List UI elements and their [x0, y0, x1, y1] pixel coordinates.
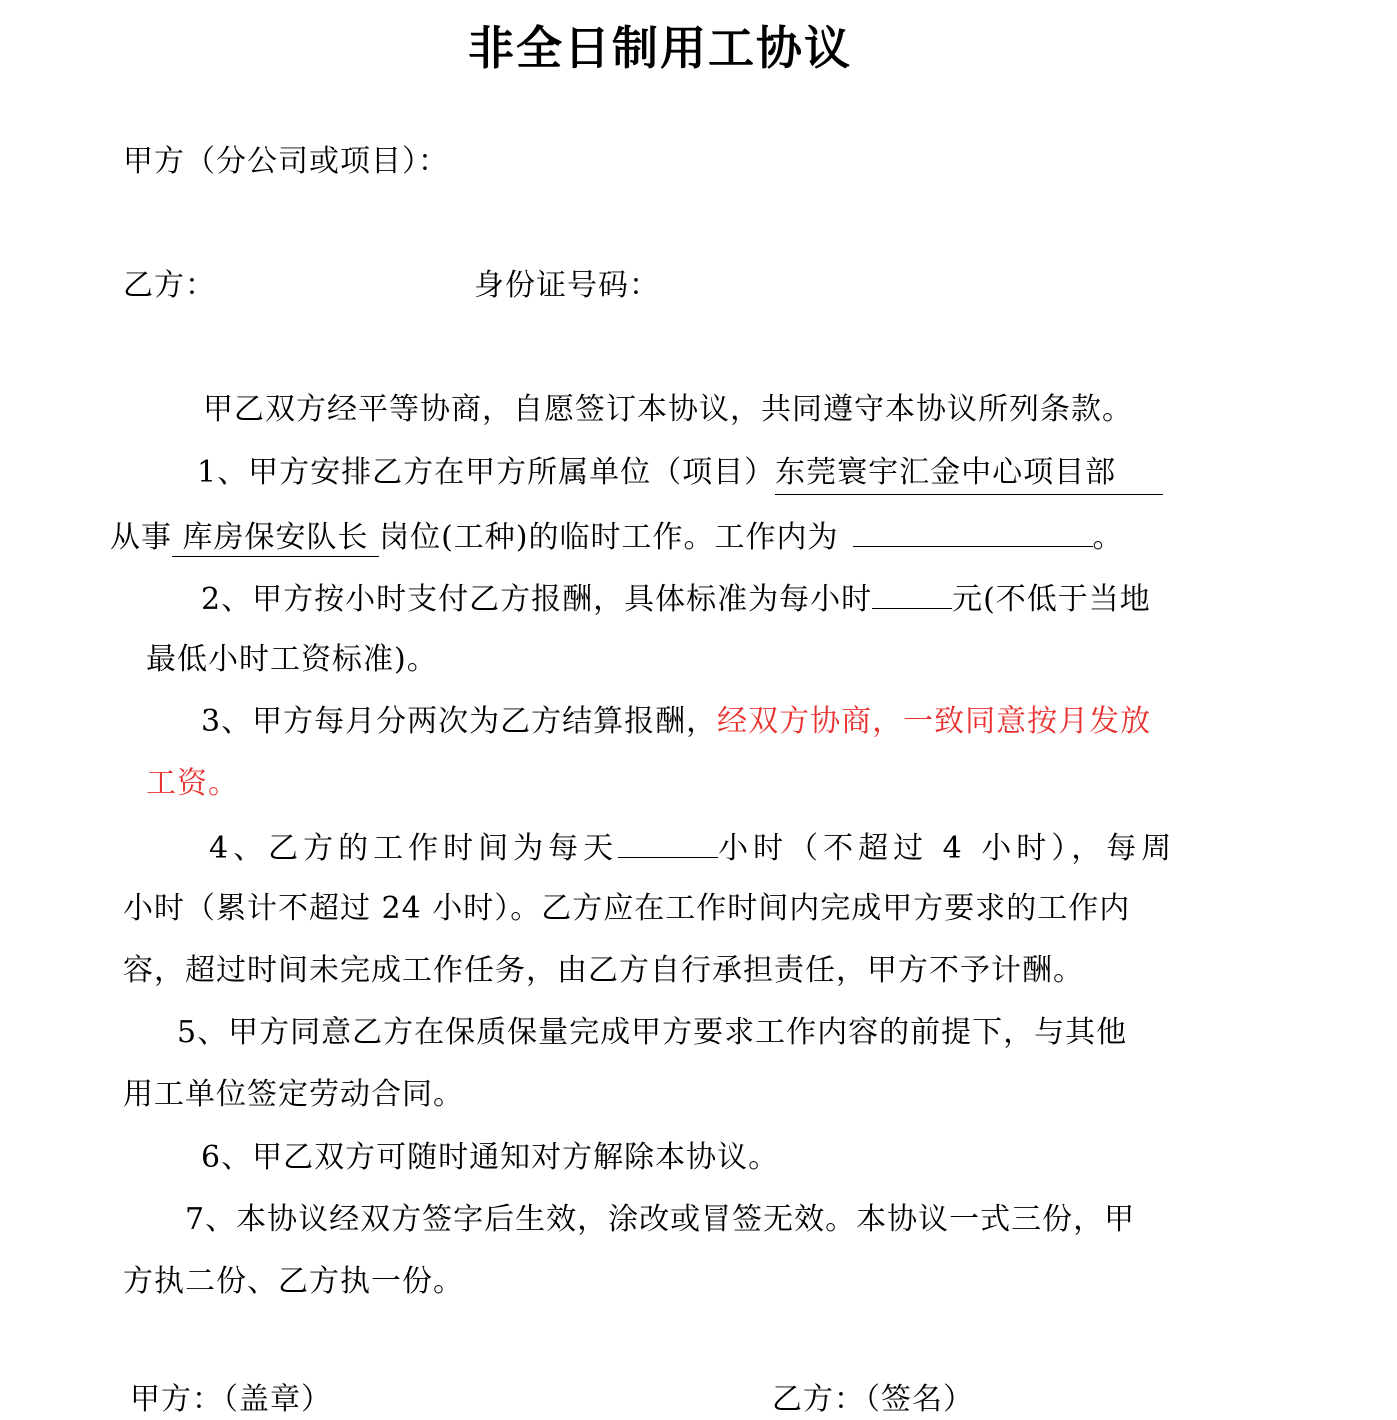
- clause-4-prefix: 4、乙方的工作时间为每天: [209, 831, 619, 866]
- clause-7-line-1: 7、本协议经双方签字后生效，涂改或冒签无效。本协议一式三份，甲: [185, 1202, 1136, 1237]
- party-a-signature: 甲方：（盖章）: [130, 1382, 332, 1417]
- daily-hours-blank: [618, 827, 718, 858]
- clause-3-line-2: 工资。: [146, 766, 239, 801]
- clause-2-prefix: 2、甲方按小时支付乙方报酬，具体标准为每小时: [201, 582, 873, 617]
- clause-4-suffix: 小时（不超过 4 小时），每周: [718, 831, 1177, 866]
- clause-1-prefix: 1、甲方安排乙方在甲方所属单位（项目）: [197, 455, 776, 490]
- work-content-blank: [853, 516, 1093, 547]
- clause-5-line-1: 5、甲方同意乙方在保质保量完成甲方要求工作内容的前提下，与其他: [177, 1015, 1128, 1050]
- party-b-label: 乙方：: [123, 268, 216, 303]
- document-title: 非全日制用工协议: [468, 21, 852, 75]
- clause-6: 6、甲乙双方可随时通知对方解除本协议。: [201, 1140, 780, 1175]
- party-a-label: 甲方（分公司或项目）：: [123, 144, 449, 179]
- intro-paragraph: 甲乙双方经平等协商，自愿签订本协议，共同遵守本协议所列条款。: [203, 392, 1133, 427]
- clause-3-highlight: 经双方协商，一致同意按月发放: [717, 704, 1152, 739]
- clause-2-suffix: 元(不低于当地: [952, 582, 1151, 617]
- clause-1-line-1: [197, 453, 1163, 495]
- clause-1-unit: 东莞寰宇汇金中心项目部: [775, 453, 1163, 495]
- party-b-signature: 乙方：（签名）: [772, 1382, 974, 1417]
- clause-2-line-2: 最低小时工资标准)。: [146, 642, 438, 677]
- clause-3-prefix: 3、甲方每月分两次为乙方结算报酬，: [201, 704, 718, 739]
- clause-4-line-1: [209, 827, 1176, 869]
- id-number-label: 身份证号码：: [474, 268, 660, 303]
- clause-1-line2-end: 。: [1092, 520, 1124, 555]
- clause-4-line-2: 小时（累计不超过 24 小时）。乙方应在工作时间内完成甲方要求的工作内: [123, 891, 1131, 926]
- clause-1-line2-mid: 岗位(工种)的临时工作。工作内为: [379, 520, 839, 555]
- clause-2-line-1: [201, 578, 1151, 620]
- clause-1-line2-prefix: 从事: [110, 520, 172, 555]
- clause-4-line-3: 容，超过时间未完成工作任务，由乙方自行承担责任，甲方不予计酬。: [123, 953, 1084, 988]
- hourly-rate-blank: [872, 578, 952, 609]
- clause-5-line-2: 用工单位签定劳动合同。: [123, 1077, 464, 1112]
- clause-1-line-2: [110, 516, 1124, 558]
- clause-1-position: 库房保安队长: [172, 520, 380, 555]
- clause-7-line-2: 方执二份、乙方执一份。: [123, 1264, 464, 1299]
- clause-3-line-1: [201, 702, 1151, 742]
